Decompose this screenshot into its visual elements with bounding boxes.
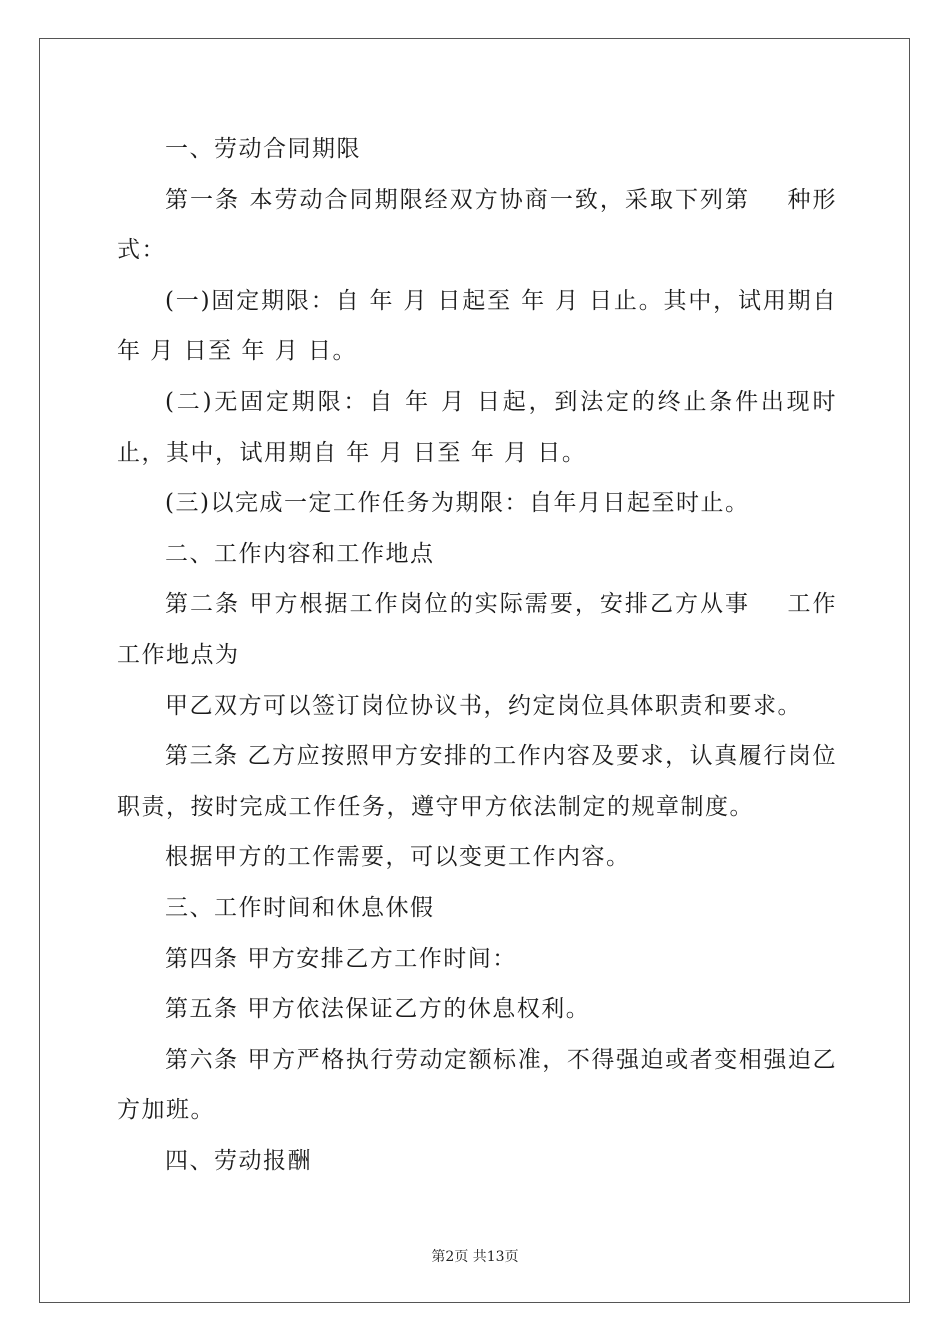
article-3-note: 根据甲方的工作需要，可以变更工作内容。 bbox=[165, 844, 631, 871]
article-1: 第一条 本劳动合同期限经双方协商一致，采取下列第 种形式： bbox=[117, 186, 837, 264]
section-heading-4: 四、劳动报酬 bbox=[165, 1147, 312, 1174]
item-fixed-term: (一)固定期限：自 年 月 日起至 年 月 日止。其中，试用期自 年 月 日至 年 月 日。 bbox=[117, 287, 846, 365]
section-heading-1: 一、劳动合同期限 bbox=[165, 136, 361, 162]
article-2-note: 甲乙双方可以签订岗位协议书，约定岗位具体职责和要求。 bbox=[165, 692, 802, 719]
section-heading-2: 二、工作内容和工作地点 bbox=[165, 540, 435, 567]
section-heading-3: 三、工作时间和休息休假 bbox=[165, 894, 435, 921]
document-body bbox=[117, 124, 846, 1186]
article-6: 第六条 甲方严格执行劳动定额标准，不得强迫或者变相强迫乙方加班。 bbox=[117, 1046, 837, 1124]
item-task-term: (三)以完成一定工作任务为期限：自年月日起至时止。 bbox=[165, 490, 750, 517]
article-2: 第二条 甲方根据工作岗位的实际需要，安排乙方从事 工作工作地点为 bbox=[117, 591, 837, 668]
article-4: 第四条 甲方安排乙方工作时间： bbox=[165, 945, 517, 972]
item-open-term: (二)无固定期限：自 年 月 日起，到法定的终止条件出现时止，其中，试用期自 年 月 日至 年 月 日。 bbox=[117, 388, 837, 466]
page-footer: 第2页 共13页 bbox=[431, 1249, 519, 1265]
article-3: 第三条 乙方应按照甲方安排的工作内容及要求，认真履行岗位职责，按时完成工作任务，遵守甲方依法制定的规章制度。 bbox=[117, 743, 837, 820]
article-5: 第五条 甲方依法保证乙方的休息权利。 bbox=[165, 996, 591, 1023]
